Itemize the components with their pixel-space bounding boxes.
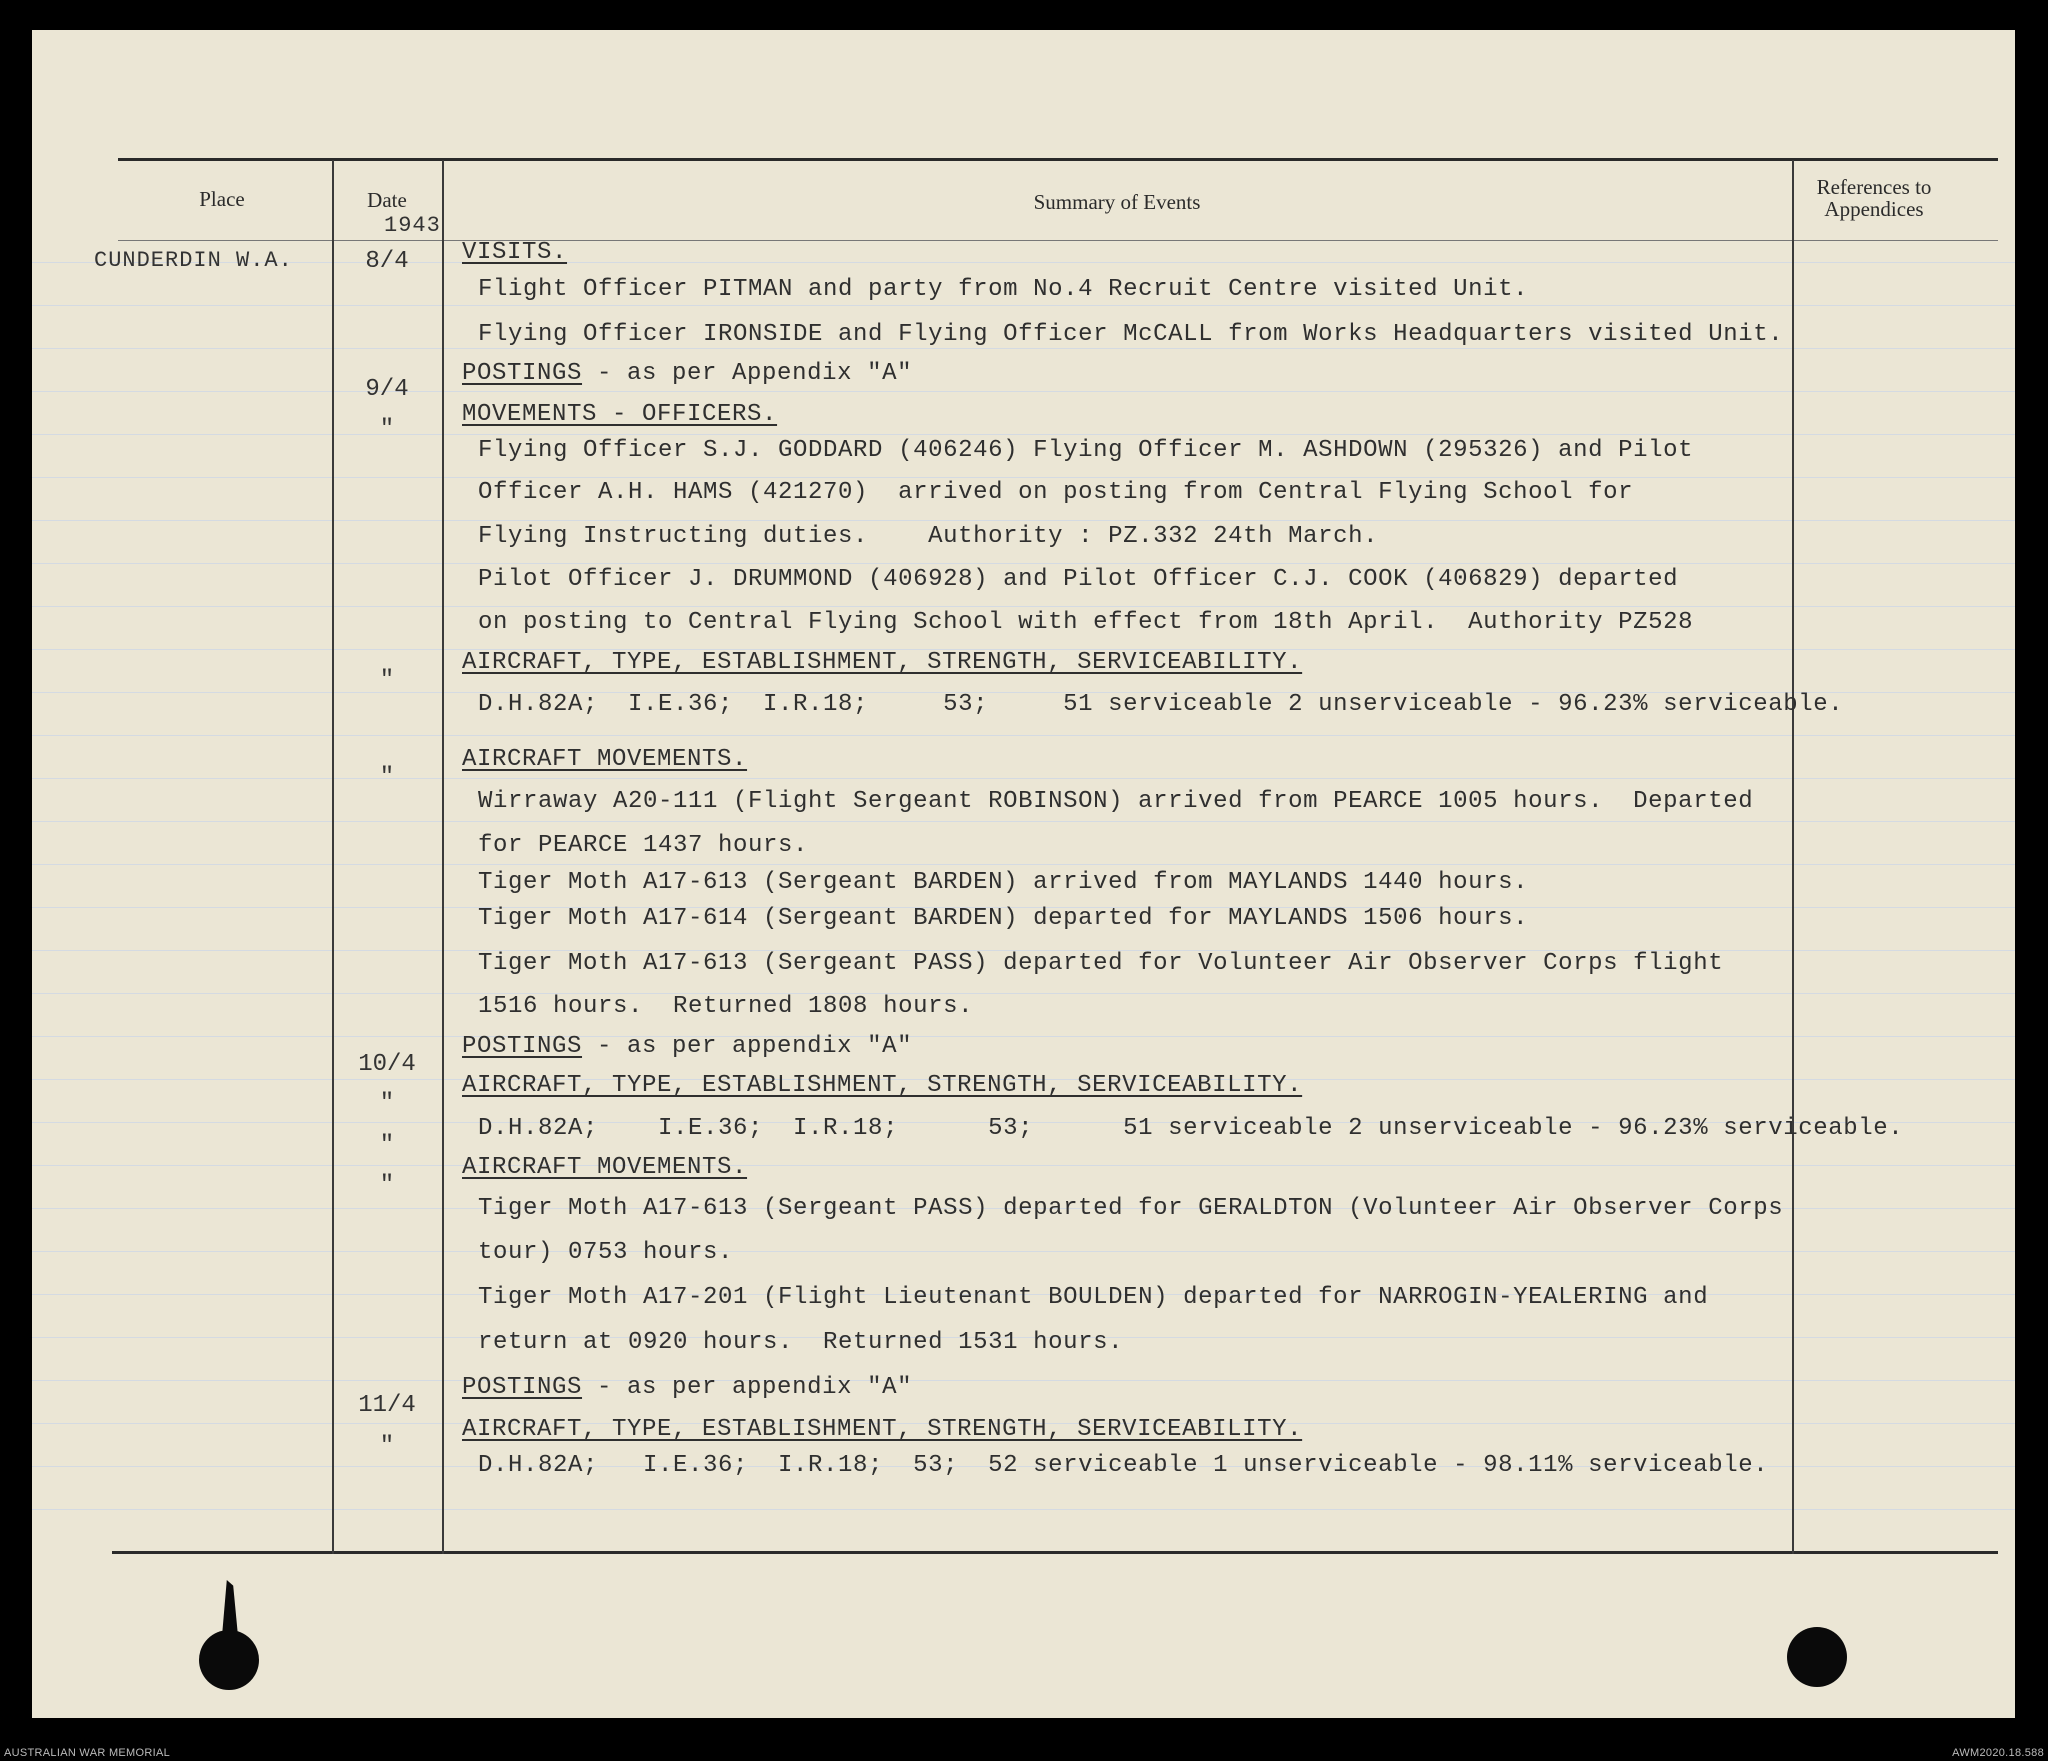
- ruled-line: [32, 606, 2015, 607]
- ruled-line: [32, 735, 2015, 736]
- entry-heading-tail: - as per appendix "A": [582, 1033, 913, 1060]
- entry-line: Officer A.H. HAMS (421270) arrived on posting from Central Flying School for: [478, 479, 1634, 506]
- entry-line: Pilot Officer J. DRUMMOND (406928) and Pilot Officer C.J. COOK (406829) departed: [478, 566, 1679, 593]
- entry-heading-row: [462, 1033, 912, 1060]
- ruled-line: [32, 348, 2015, 349]
- entry-heading-row: [462, 649, 1302, 676]
- entry-heading: AIRCRAFT MOVEMENTS.: [462, 746, 748, 773]
- entry-line: Tiger Moth A17-613 (Sergeant BARDEN) arrived from MAYLANDS 1440 hours.: [478, 869, 1529, 896]
- punch-hole-right: [1787, 1627, 1847, 1687]
- entry-line: 1516 hours. Returned 1808 hours.: [478, 993, 974, 1020]
- entry-date: ": [379, 1132, 395, 1159]
- ruled-line: [32, 520, 2015, 521]
- entry-heading: POSTINGS: [462, 1033, 583, 1060]
- header-summary: Summary of Events: [1033, 190, 1201, 214]
- header-place: Place: [199, 187, 245, 211]
- entry-heading: VISITS.: [462, 239, 568, 266]
- entry-heading-row: [462, 1374, 912, 1401]
- header-date: Date: [367, 188, 407, 212]
- ruled-line: [32, 1380, 2015, 1381]
- entry-heading-row: [462, 1416, 1302, 1443]
- entry-line: Flying Instructing duties. Authority : PZ.332 24th March.: [478, 523, 1379, 550]
- entry-date: 10/4: [358, 1051, 416, 1078]
- entry-heading-row: [462, 401, 777, 428]
- entry-line: for PEARCE 1437 hours.: [478, 832, 809, 859]
- entry-line: D.H.82A; I.E.36; I.R.18; 53; 51 serviceable 2 unserviceable - 96.23% serviceable.: [478, 691, 1844, 718]
- entry-line: on posting to Central Flying School with effect from 18th April. Authority PZ528: [478, 609, 1694, 636]
- entry-line: return at 0920 hours. Returned 1531 hours.: [478, 1329, 1124, 1356]
- bottom-rule: [112, 1551, 1998, 1554]
- entry-heading-row: [462, 1154, 747, 1181]
- entry-line: Tiger Moth A17-613 (Sergeant PASS) departed for Volunteer Air Observer Corps flight: [478, 950, 1724, 977]
- ruled-line: [32, 1165, 2015, 1166]
- entry-line: D.H.82A; I.E.36; I.R.18; 53; 51 serviceable 2 unserviceable - 96.23% serviceable.: [478, 1115, 1904, 1142]
- ruled-line: [32, 821, 2015, 822]
- ruled-line: [32, 391, 2015, 392]
- entry-date: 11/4: [358, 1392, 416, 1419]
- place-value: CUNDERDIN W.A.: [94, 248, 293, 273]
- entry-heading: AIRCRAFT, TYPE, ESTABLISHMENT, STRENGTH, SERVICEABILITY.: [462, 1072, 1303, 1099]
- entry-line: Tiger Moth A17-613 (Sergeant PASS) departed for GERALDTON (Volunteer Air Observer Corps: [478, 1195, 1784, 1222]
- entry-line: Tiger Moth A17-201 (Flight Lieutenant BOULDEN) departed for NARROGIN-YEALERING and: [478, 1284, 1709, 1311]
- entry-heading: POSTINGS: [462, 1374, 583, 1401]
- ruled-line: [32, 778, 2015, 779]
- entry-line: D.H.82A; I.E.36; I.R.18; 53; 52 serviceable 1 unserviceable - 98.11% serviceable.: [478, 1452, 1769, 1479]
- entry-date: 8/4: [365, 248, 409, 275]
- record-sheet: [32, 30, 2015, 1718]
- date-summary-divider: [442, 160, 444, 1554]
- entry-line: Tiger Moth A17-614 (Sergeant BARDEN) departed for MAYLANDS 1506 hours.: [478, 905, 1529, 932]
- entry-date: ": [379, 764, 395, 791]
- entry-heading: AIRCRAFT MOVEMENTS.: [462, 1154, 748, 1181]
- entry-heading: MOVEMENTS - OFFICERS.: [462, 401, 778, 428]
- entry-date: ": [379, 667, 395, 694]
- ruled-line: [32, 864, 2015, 865]
- entry-line: Flight Officer PITMAN and party from No.4 Recruit Centre visited Unit.: [478, 276, 1529, 303]
- punch-hole-tear: [222, 1580, 238, 1636]
- ruled-line: [32, 1251, 2015, 1252]
- entry-heading-row: [462, 1072, 1302, 1099]
- summary-references-divider: [1792, 160, 1794, 1554]
- ruled-line: [32, 993, 2015, 994]
- ruled-line: [32, 1509, 2015, 1510]
- entry-date: ": [379, 1172, 395, 1199]
- entry-date: ": [379, 1433, 395, 1460]
- top-rule: [118, 158, 1998, 161]
- entry-heading: AIRCRAFT, TYPE, ESTABLISHMENT, STRENGTH, SERVICEABILITY.: [462, 649, 1303, 676]
- ruled-line: [32, 477, 2015, 478]
- ruled-line: [32, 262, 2015, 263]
- entry-line: Wirraway A20-111 (Flight Sergeant ROBINSON) arrived from PEARCE 1005 hours. Departed: [478, 788, 1754, 815]
- entry-heading-row: [462, 239, 567, 266]
- entry-heading-row: [462, 360, 912, 387]
- header-references: References to Appendices: [1816, 175, 1932, 221]
- header-year: 1943: [384, 213, 441, 238]
- footer-left: AUSTRALIAN WAR MEMORIAL: [4, 1747, 171, 1759]
- entry-heading: POSTINGS: [462, 360, 583, 387]
- entry-date: ": [379, 1090, 395, 1117]
- punch-hole-left: [199, 1630, 259, 1690]
- entry-heading-tail: - as per Appendix "A": [582, 360, 913, 387]
- header-rule: [118, 240, 1998, 241]
- ruled-line: [32, 563, 2015, 564]
- entry-date: ": [379, 416, 395, 443]
- entry-heading-row: [462, 746, 747, 773]
- place-date-divider: [332, 160, 334, 1554]
- entry-date: 9/4: [365, 376, 409, 403]
- ruled-line: [32, 1036, 2015, 1037]
- entry-line: tour) 0753 hours.: [478, 1239, 734, 1266]
- entry-heading: AIRCRAFT, TYPE, ESTABLISHMENT, STRENGTH, SERVICEABILITY.: [462, 1416, 1303, 1443]
- entry-heading-tail: - as per appendix "A": [582, 1374, 913, 1401]
- entry-line: Flying Officer IRONSIDE and Flying Officer McCALL from Works Headquarters visited Unit.: [478, 321, 1784, 348]
- entry-line: Flying Officer S.J. GODDARD (406246) Flying Officer M. ASHDOWN (295326) and Pilot: [478, 437, 1694, 464]
- ruled-line: [32, 434, 2015, 435]
- ruled-line: [32, 305, 2015, 306]
- footer-right: AWM2020.18.588: [1952, 1747, 2044, 1759]
